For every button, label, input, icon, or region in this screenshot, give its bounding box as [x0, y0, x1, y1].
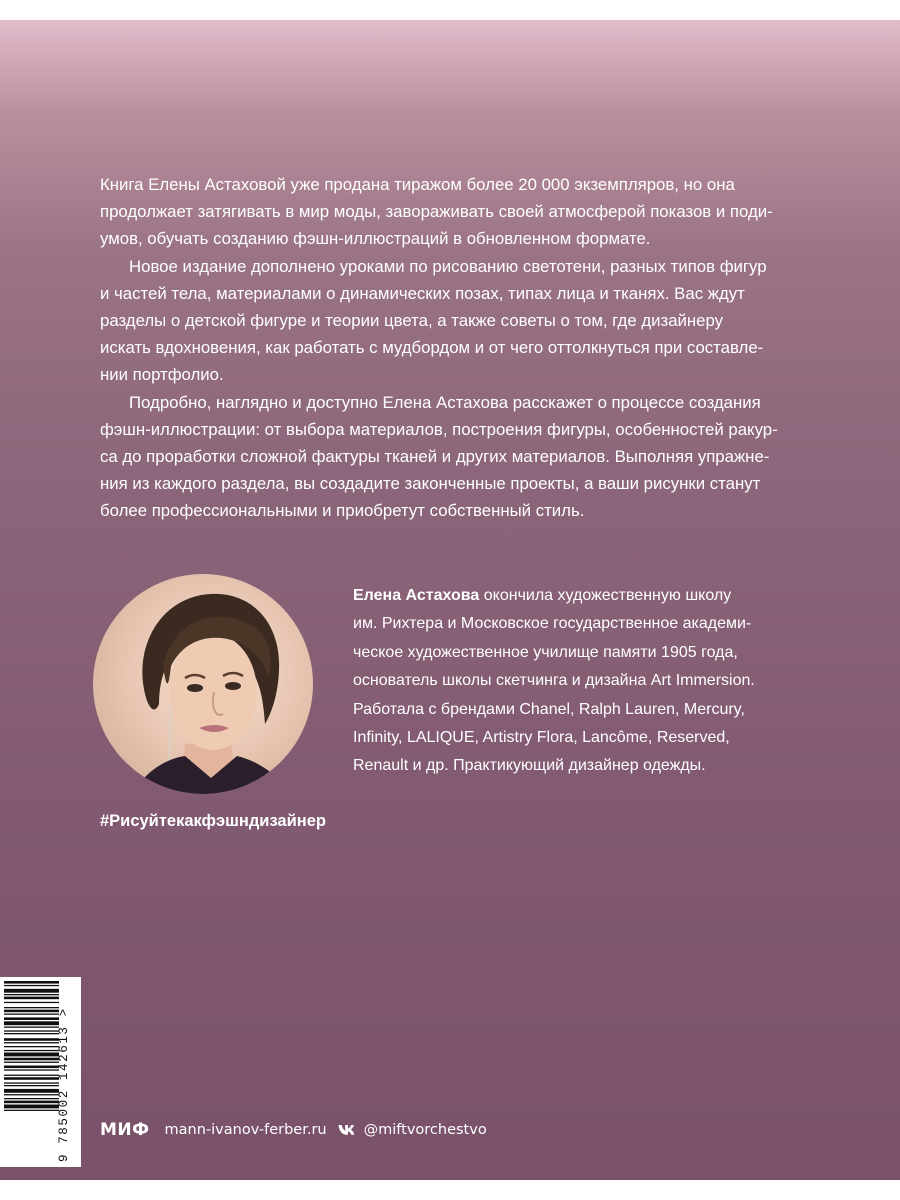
description-line: умов, обучать созданию фэшн-иллюстраций в обновленном формате.: [100, 229, 651, 249]
description-paragraph-1: [100, 171, 790, 253]
author-photo: [93, 574, 313, 794]
vk-icon[interactable]: [338, 1124, 358, 1136]
social-handle-link[interactable]: @miftvorchestvo: [363, 1122, 487, 1138]
description-line: Подробно, наглядно и доступно Елена Астахова расскажет о процессе создания: [129, 392, 761, 412]
description-line: искать вдохновения, как работать с мудбордом и от чего оттолкнуться при составле-: [100, 338, 764, 358]
author-bio: [353, 582, 803, 781]
description-line: фэшн-иллюстрации: от выбора материалов, построения фигуры, особенностей ракур-: [100, 419, 778, 439]
description-line: более профессиональными и приобретут собственный стиль.: [100, 501, 585, 521]
author-name: Елена Астахова: [353, 587, 480, 604]
description-line: ния из каждого раздела, вы создадите законченные проекты, а ваши рисунки станут: [100, 474, 761, 494]
isbn-number: 9 785002 142613 >: [57, 1007, 71, 1162]
publisher-website-link[interactable]: mann-ivanov-ferber.ru: [164, 1122, 327, 1138]
description-line: Книга Елены Астаховой уже продана тиражом более 20 000 экземпляров, но она: [100, 175, 735, 194]
publisher-footer: [100, 1118, 487, 1142]
description-paragraph-3: [100, 389, 790, 525]
author-bio-line: окончила художественную школу: [479, 587, 732, 604]
description-line: са до проработки сложной фактуры тканей и других материалов. Выполняя упражне-: [100, 447, 770, 467]
hashtag: #Рисуйтекакфэшндизайнер: [100, 812, 326, 830]
author-portrait-illustration: [93, 574, 313, 794]
description-line: нии портфолио.: [100, 365, 224, 385]
description-line: Новое издание дополнено уроками по рисованию светотени, разных типов фигур: [129, 256, 767, 276]
description-line: разделы о детской фигуре и теории цвета, а также советы о том, где дизайнеру: [100, 311, 724, 331]
description-line: и частей тела, материалами о динамических позах, типах лица и тканях. Вас ждут: [100, 283, 745, 303]
description-paragraph-2: [100, 253, 790, 389]
author-bio-line: Работала с брендами Chanel, Ralph Lauren, Mercury,: [353, 700, 745, 718]
description-line: продолжает затягивать в мир моды, завораживать своей атмосферой показов и поди-: [100, 202, 773, 222]
author-bio-line: Infinity, LALIQUE, Artistry Flora, Lancôme, Reserved,: [353, 729, 730, 747]
author-bio-line: основатель школы скетчинга и дизайна Art Immersion.: [353, 672, 755, 690]
publisher-logo: МИФ: [100, 1120, 150, 1140]
author-bio-line: Renault и др. Практикующий дизайнер одежды.: [353, 757, 706, 775]
back-cover: [0, 20, 900, 1180]
book-description: [100, 171, 790, 525]
author-bio-line: им. Рихтера и Московское государственное академи-: [353, 615, 752, 633]
author-bio-line: ческое художественное училище памяти 1905 года,: [353, 643, 738, 661]
